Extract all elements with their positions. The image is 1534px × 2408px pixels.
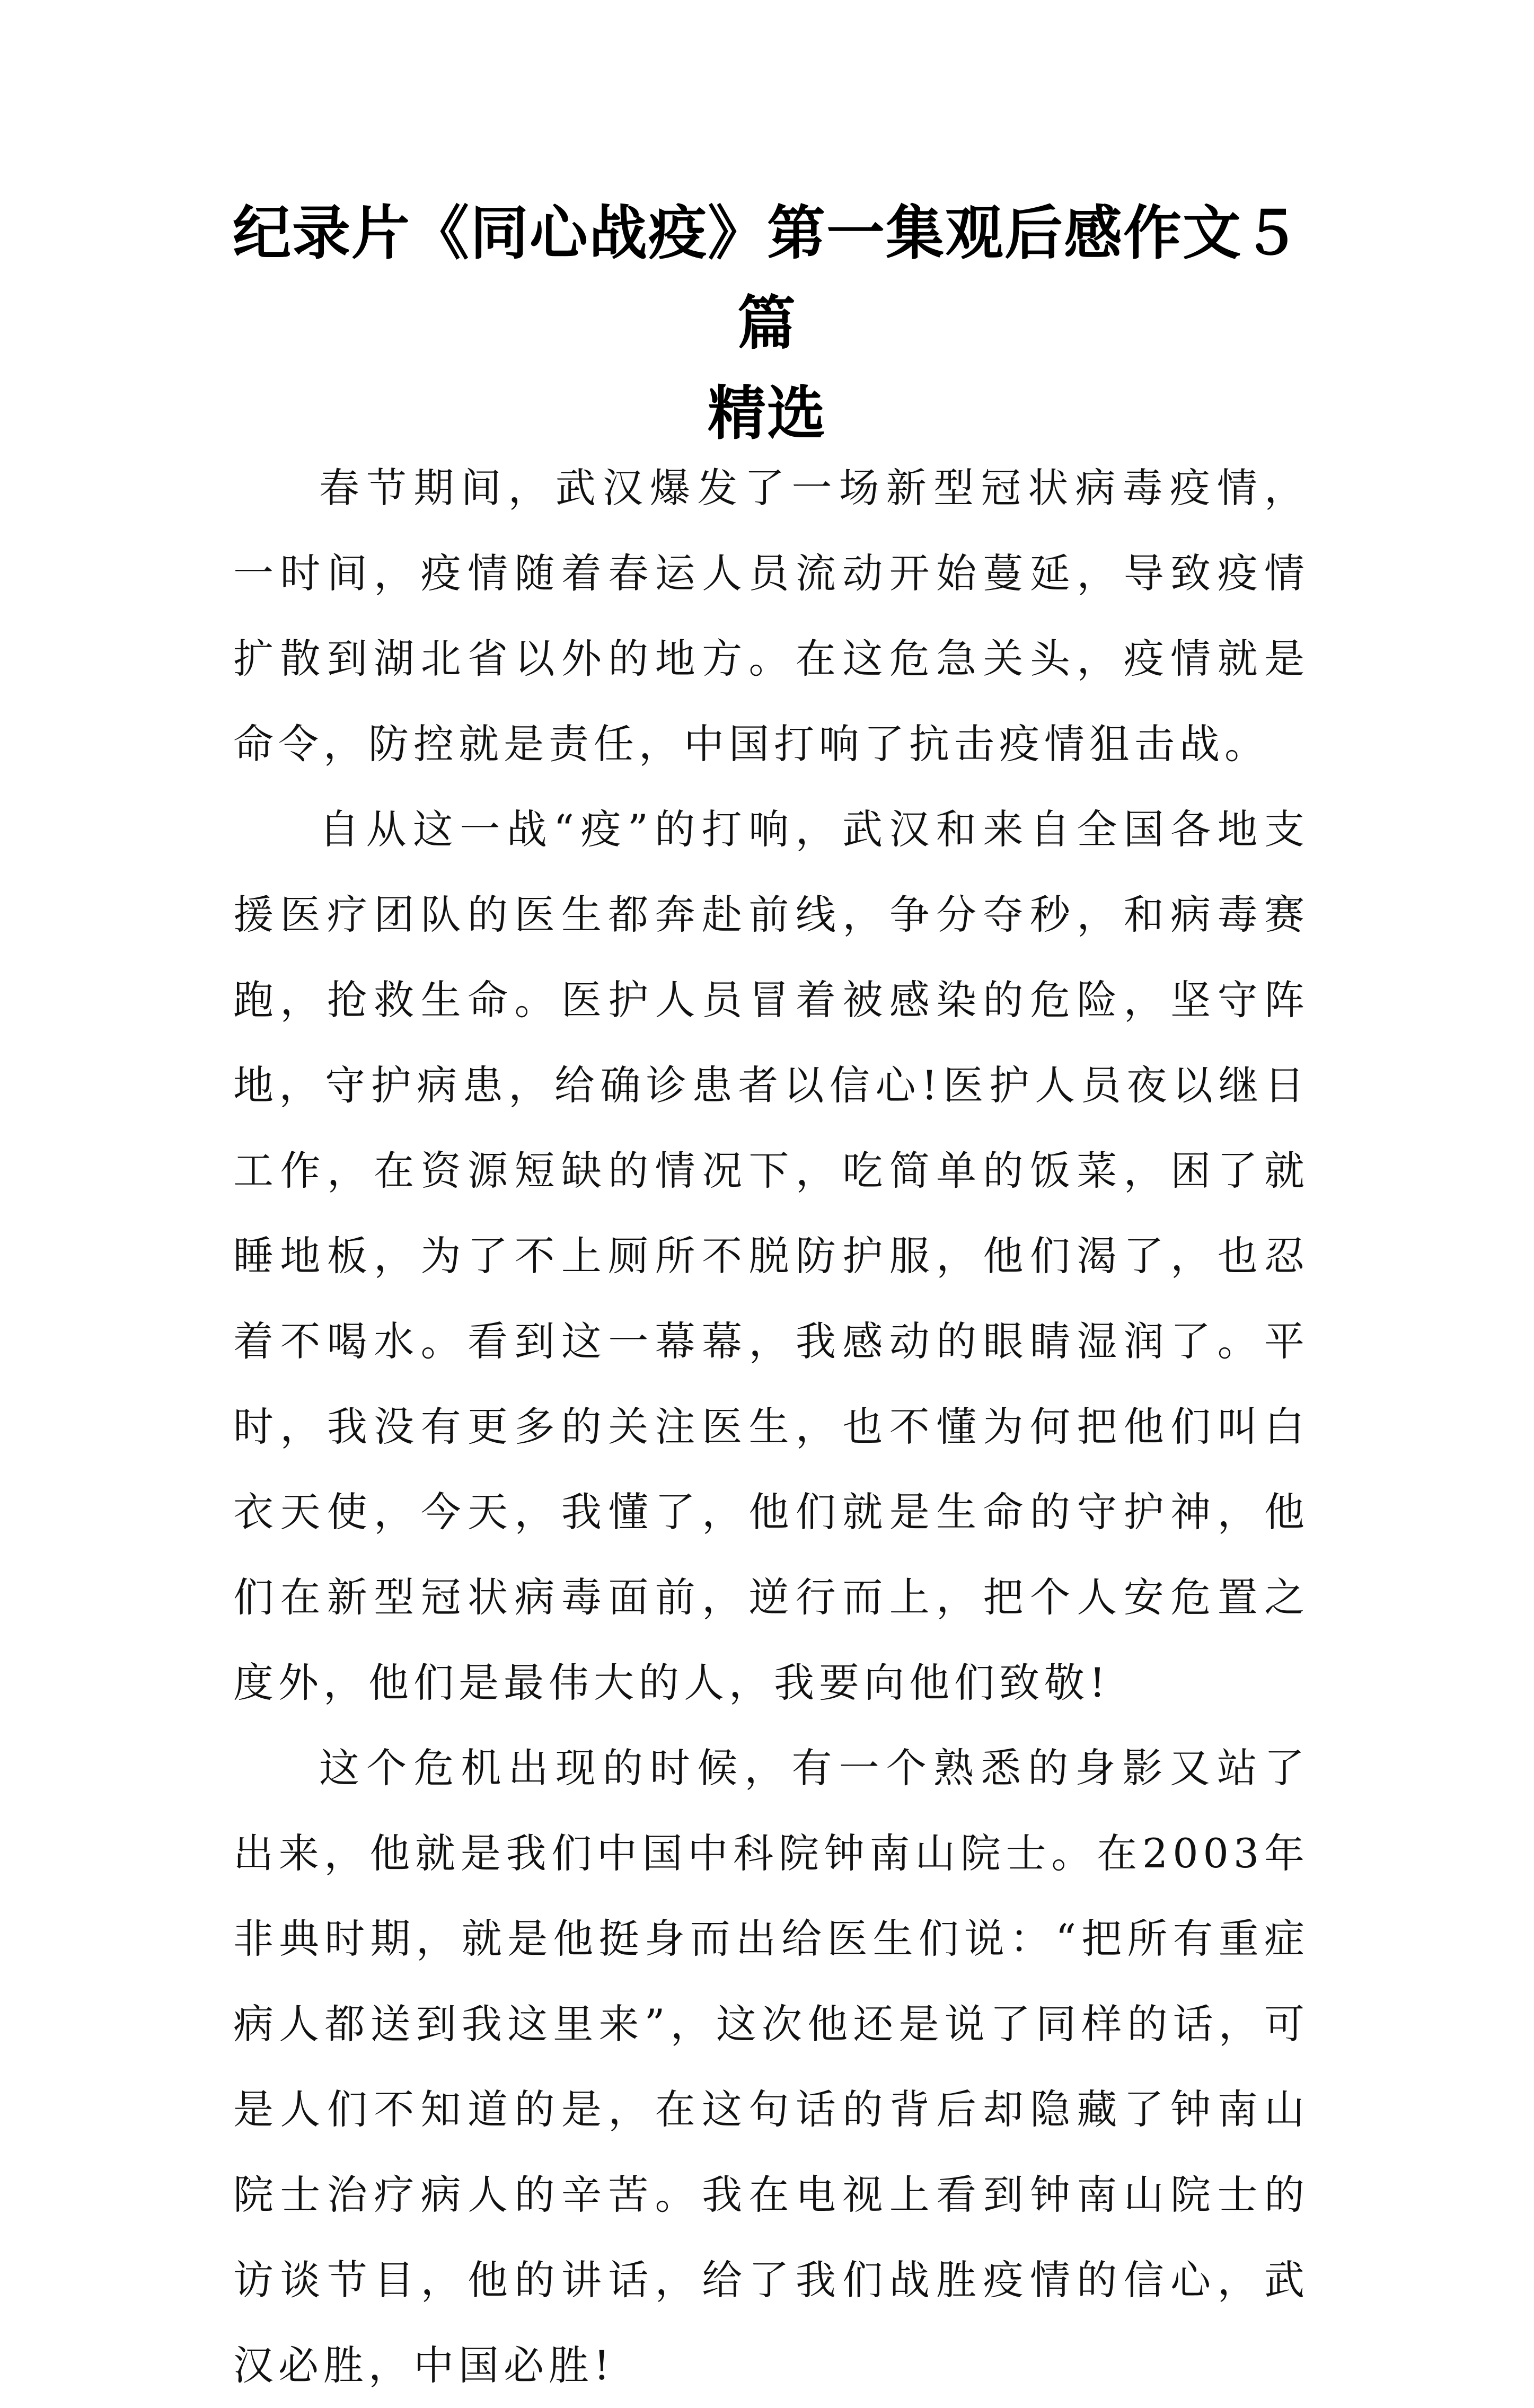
paragraph-3: 这个危机出现的时候，有一个熟悉的身影又站了出来，他就是我们中国中科院钟南山院士。在2003年非典时期，就是他挺身而出给医生们说：“把所有重症病人都送到我这里来”，这次他还是说了同样的话，可是人们不知道的是，在这句话的背后却隐藏了钟南山院士治疗病人的辛苦。我在电视上看到钟南山院士的访谈节目，他的讲话，给了我们战胜疫情的信心，武汉必胜，中国必胜! xyxy=(233,1744,1309,2389)
title-line-2: 精选 xyxy=(708,379,826,447)
document-body xyxy=(233,445,1309,2408)
title-line-1: 纪录片《同心战疫》第一集观后感作文５篇 xyxy=(233,199,1301,357)
paragraph-1: 春节期间，武汉爆发了一场新型冠状病毒疫情，一时间，疫情随着春运人员流动开始蔓延，导致疫情扩散到湖北省以外的地方。在这危急关头，疫情就是命令，防控就是责任，中国打响了抗击疫情狙击战。 xyxy=(233,464,1309,768)
paragraph-2: 自从这一战“疫”的打响，武汉和来自全国各地支援医疗团队的医生都奔赴前线，争分夺秒，和病毒赛跑，抢救生命。医护人员冒着被感染的危险，坚守阵地，守护病患，给确诊患者以信心!医护人员夜以继日工作，在资源短缺的情况下，吃简单的饭菜，困了就睡地板，为了不上厕所不脱防护服，他们渴了，也忍着不喝水。看到这一幕幕，我感动的眼睛湿润了。平时，我没有更多的关注医生，也不懂为何把他们叫白衣天使，今天，我懂了，他们就是生命的守护神，他们在新型冠状病毒面前，逆行而上，把个人安危置之度外，他们是最伟大的人，我要向他们致敬! xyxy=(233,806,1309,1706)
document-title xyxy=(228,188,1306,458)
